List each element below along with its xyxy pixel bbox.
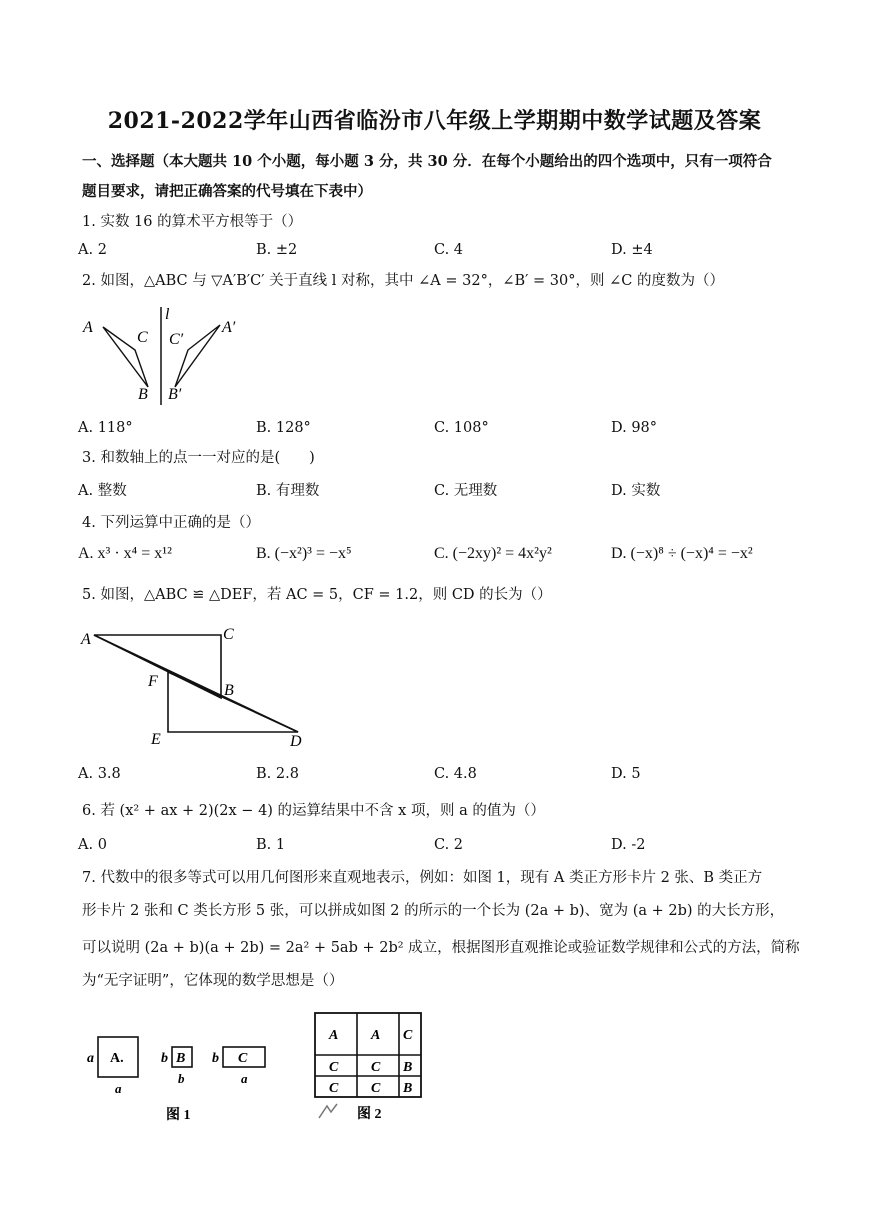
label-f: F: [148, 673, 158, 690]
label-c: C: [137, 329, 148, 346]
fig1-label-a-left: a: [87, 1051, 94, 1066]
q2-option-a[interactable]: A. 118°: [78, 420, 133, 436]
q1-option-a[interactable]: A. 2: [78, 242, 107, 258]
q2-option-c[interactable]: C. 108°: [434, 420, 489, 436]
cell-r2c2: B: [403, 1081, 413, 1096]
q5-option-a[interactable]: A. 3.8: [78, 766, 121, 782]
question-4-stem: 4. 下列运算中正确的是（）: [82, 515, 260, 531]
q1-option-c[interactable]: C. 4: [434, 242, 464, 258]
label-a: A: [81, 631, 91, 648]
q5-option-c[interactable]: C. 4.8: [434, 766, 477, 782]
q7-figure-1: [80, 1032, 280, 1127]
question-1-stem: 1. 实数 16 的算术平方根等于（）: [82, 214, 303, 230]
fig1-label-a-bottom-2: a: [241, 1071, 248, 1086]
q2-symmetry-figure: [75, 305, 255, 410]
paper-title: 2021-2022学年山西省临汾市八年级上学期期中数学试题及答案: [107, 108, 762, 134]
fig1-label-b-left: b: [161, 1051, 168, 1066]
q6-option-d[interactable]: D. -2: [611, 837, 646, 853]
cell-r2c1: C: [371, 1081, 381, 1096]
fig1-label-b-card: B: [176, 1051, 186, 1066]
q6-option-b[interactable]: B. 1: [256, 837, 286, 853]
q3-option-a[interactable]: A. 整数: [78, 483, 127, 499]
q5-congruent-triangles-figure: [78, 622, 313, 750]
fig1-label-a-card: A.: [110, 1051, 124, 1066]
label-b: B: [224, 682, 234, 699]
q3-option-d[interactable]: D. 实数: [611, 483, 661, 499]
q5-option-b[interactable]: B. 2.8: [256, 766, 299, 782]
q4-option-a[interactable]: A. x³ · x⁴ = x¹²: [78, 545, 172, 562]
cell-r0c0: A: [329, 1028, 339, 1043]
question-7-line4: 为“无字证明”，它体现的数学思想是（）: [82, 973, 344, 989]
q4-option-c[interactable]: C. (−2xy)² = 4x²y²: [434, 545, 552, 562]
label-a: A: [83, 319, 93, 336]
q6-option-a[interactable]: A. 0: [78, 837, 107, 853]
q6-option-c[interactable]: C. 2: [434, 837, 464, 853]
label-c-prime: C′: [169, 331, 184, 348]
q2-option-b[interactable]: B. 128°: [256, 420, 311, 436]
section-heading-line1: 一、选择题（本大题共 10 个小题，每小题 3 分，共 30 分．在每个小题给出的四个选项中，只有一项符合: [82, 153, 772, 170]
label-e: E: [151, 731, 161, 748]
question-3-stem: 3. 和数轴上的点一一对应的是( ): [82, 450, 315, 466]
cell-r2c0: C: [329, 1081, 339, 1096]
q1-option-d[interactable]: D. ±4: [611, 242, 653, 258]
cell-r0c1: A: [371, 1028, 381, 1043]
line-ad: [94, 635, 298, 732]
cell-r1c1: C: [371, 1060, 381, 1075]
label-b-prime: B′: [168, 386, 182, 403]
q3-option-c[interactable]: C. 无理数: [434, 483, 498, 499]
fig1-label-b-left-2: b: [212, 1051, 219, 1066]
fig1-label-b-bottom: b: [178, 1071, 185, 1086]
question-2-stem: 2. 如图，△ABC 与 ▽A′B′C′ 关于直线 l 对称，其中 ∠A = 32°，∠B′ = 30°，则 ∠C 的度数为（）: [82, 273, 724, 289]
question-7-line1: 7. 代数中的很多等式可以用几何图形来直观地表示，例如：如图 1，现有 A 类正方形卡片 2 张、B 类正方: [82, 870, 763, 886]
fig1-caption: 图 1: [166, 1108, 191, 1123]
q2-option-d[interactable]: D. 98°: [611, 420, 658, 436]
label-c: C: [223, 626, 234, 643]
q4-option-d[interactable]: D. (−x)⁸ ÷ (−x)⁴ = −x²: [611, 545, 753, 562]
scan-smudge: [319, 1104, 337, 1118]
q7-figure-2: [305, 1008, 430, 1123]
cell-r0c2: C: [403, 1028, 413, 1043]
question-5-stem: 5. 如图，△ABC ≌ △DEF，若 AC = 5，CF = 1.2，则 CD 的长为（）: [82, 587, 552, 603]
fig1-label-a-bottom: a: [115, 1081, 122, 1096]
fig2-caption: 图 2: [357, 1107, 382, 1122]
q4-option-b[interactable]: B. (−x²)³ = −x⁵: [256, 545, 352, 562]
question-6-stem: 6. 若 (x² + ax + 2)(2x − 4) 的运算结果中不含 x 项，则 a 的值为（）: [82, 803, 545, 819]
cell-r1c2: B: [403, 1060, 413, 1075]
label-b: B: [138, 386, 148, 403]
q3-option-b[interactable]: B. 有理数: [256, 483, 320, 499]
label-a-prime: A′: [222, 319, 236, 336]
q5-option-d[interactable]: D. 5: [611, 766, 641, 782]
question-7-line3: 可以说明 (2a + b)(a + 2b) = 2a² + 5ab + 2b² 成立，根据图形直观推论或验证数学规律和公式的方法，简称: [82, 940, 800, 956]
label-l: l: [165, 306, 170, 323]
cell-r1c0: C: [329, 1060, 339, 1075]
q1-option-b[interactable]: B. ±2: [256, 242, 298, 258]
fig1-label-c-card: C: [238, 1051, 248, 1066]
section-heading-line2: 题目要求，请把正确答案的代号填在下表中）: [82, 183, 372, 200]
question-7-line2: 形卡片 2 张和 C 类长方形 5 张，可以拼成如图 2 的所示的一个长为 (2a + b)、宽为 (a + 2b) 的大长方形，: [82, 903, 785, 919]
label-d: D: [290, 733, 302, 750]
